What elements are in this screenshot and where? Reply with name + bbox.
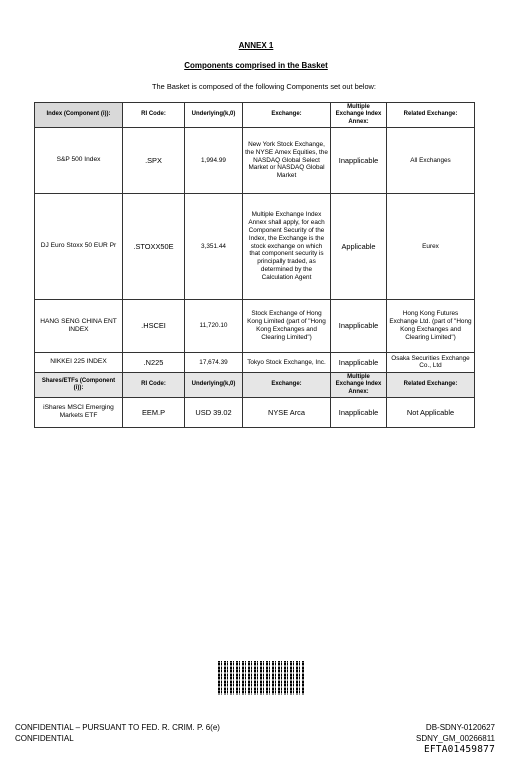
related-cell: Not Applicable: [387, 397, 475, 427]
header-underlying: Underlying(k,0): [185, 103, 243, 128]
underlying-cell: USD 39.02: [185, 397, 243, 427]
underlying-cell: 1,994.99: [185, 127, 243, 193]
ric-cell: EEM.P: [123, 397, 185, 427]
component-cell: DJ Euro Stoxx 50 EUR Pr: [35, 193, 123, 299]
header-related: Related Exchange:: [387, 103, 475, 128]
production-number: SDNY_GM_00266811: [415, 734, 495, 743]
annex-title: ANNEX 1: [238, 41, 274, 50]
component-cell: S&P 500 Index: [35, 127, 123, 193]
table-row: [35, 397, 475, 427]
multiple-cell: Inapplicable: [331, 397, 387, 427]
exchange-cell: Multiple Exchange Index Annex shall apply, for each Component Security of the Index, the Exchange is the stock exchange on which that component security is principally traded, as determined by the Calculation Agent: [243, 193, 331, 299]
table-row: [35, 193, 475, 299]
header-multiple: Multiple Exchange Index Annex:: [331, 103, 387, 128]
basket-table: [34, 102, 475, 428]
ric-cell: .HSCEI: [123, 299, 185, 352]
multiple-cell: Inapplicable: [331, 352, 387, 372]
component-cell: iShares MSCI Emerging Markets ETF: [35, 397, 123, 427]
barcode-overlay: [218, 661, 304, 695]
footer-right: [416, 722, 495, 755]
confidential-notice: CONFIDENTIAL – PURSUANT TO FED. R. CRIM. P. 6(e): [15, 723, 220, 732]
shares-header-row: [35, 372, 475, 397]
exchange-cell: Tokyo Stock Exchange, Inc.: [243, 352, 331, 372]
index-header-row: [35, 103, 475, 128]
exchange-cell: NYSE Arca: [243, 397, 331, 427]
ric-cell: .STOXX50E: [123, 193, 185, 299]
bates-number: DB-SDNY-0120627: [425, 723, 495, 732]
ric-cell: .SPX: [123, 127, 185, 193]
confidential-label: CONFIDENTIAL: [15, 734, 74, 743]
header-component: Shares/ETFs (Component (i)):: [35, 372, 123, 397]
related-cell: All Exchanges: [387, 127, 475, 193]
component-cell: HANG SENG CHINA ENT INDEX: [35, 299, 123, 352]
header-component: Index (Component (i)):: [35, 103, 123, 128]
multiple-cell: Inapplicable: [331, 127, 387, 193]
table-row: [35, 299, 475, 352]
header-underlying: Underlying(k,0): [185, 372, 243, 397]
related-cell: Hong Kong Futures Exchange Ltd. (part of "Hong Kong Exchanges and Clearing Limited"): [387, 299, 475, 352]
table-row: [35, 352, 475, 372]
header-ric: RI Code:: [123, 372, 185, 397]
footer-left: [15, 722, 220, 744]
related-cell: Osaka Securities Exchange Co., Ltd: [387, 352, 475, 372]
exchange-cell: New York Stock Exchange, the NYSE Amex Equities, the NASDAQ Global Select Market or NASDAQ Global Market: [243, 127, 331, 193]
exchange-cell: Stock Exchange of Hong Kong Limited (part of "Hong Kong Exchanges and Clearing Limited"): [243, 299, 331, 352]
underlying-cell: 11,720.10: [185, 299, 243, 352]
intro-text: The Basket is composed of the following Components set out below:: [152, 82, 376, 91]
components-title: Components comprised in the Basket: [184, 61, 328, 70]
header-related: Related Exchange:: [387, 372, 475, 397]
related-cell: Eurex: [387, 193, 475, 299]
underlying-cell: 3,351.44: [185, 193, 243, 299]
multiple-cell: Inapplicable: [331, 299, 387, 352]
efta-number: EFTA01459877: [423, 744, 495, 755]
multiple-cell: Applicable: [331, 193, 387, 299]
underlying-cell: 17,674.39: [185, 352, 243, 372]
header-exchange: Exchange:: [243, 372, 331, 397]
table-row: [35, 127, 475, 193]
header-ric: RI Code:: [123, 103, 185, 128]
header-multiple: Multiple Exchange Index Annex:: [331, 372, 387, 397]
component-cell: NIKKEI 225 INDEX: [35, 352, 123, 372]
header-exchange: Exchange:: [243, 103, 331, 128]
ric-cell: .N225: [123, 352, 185, 372]
